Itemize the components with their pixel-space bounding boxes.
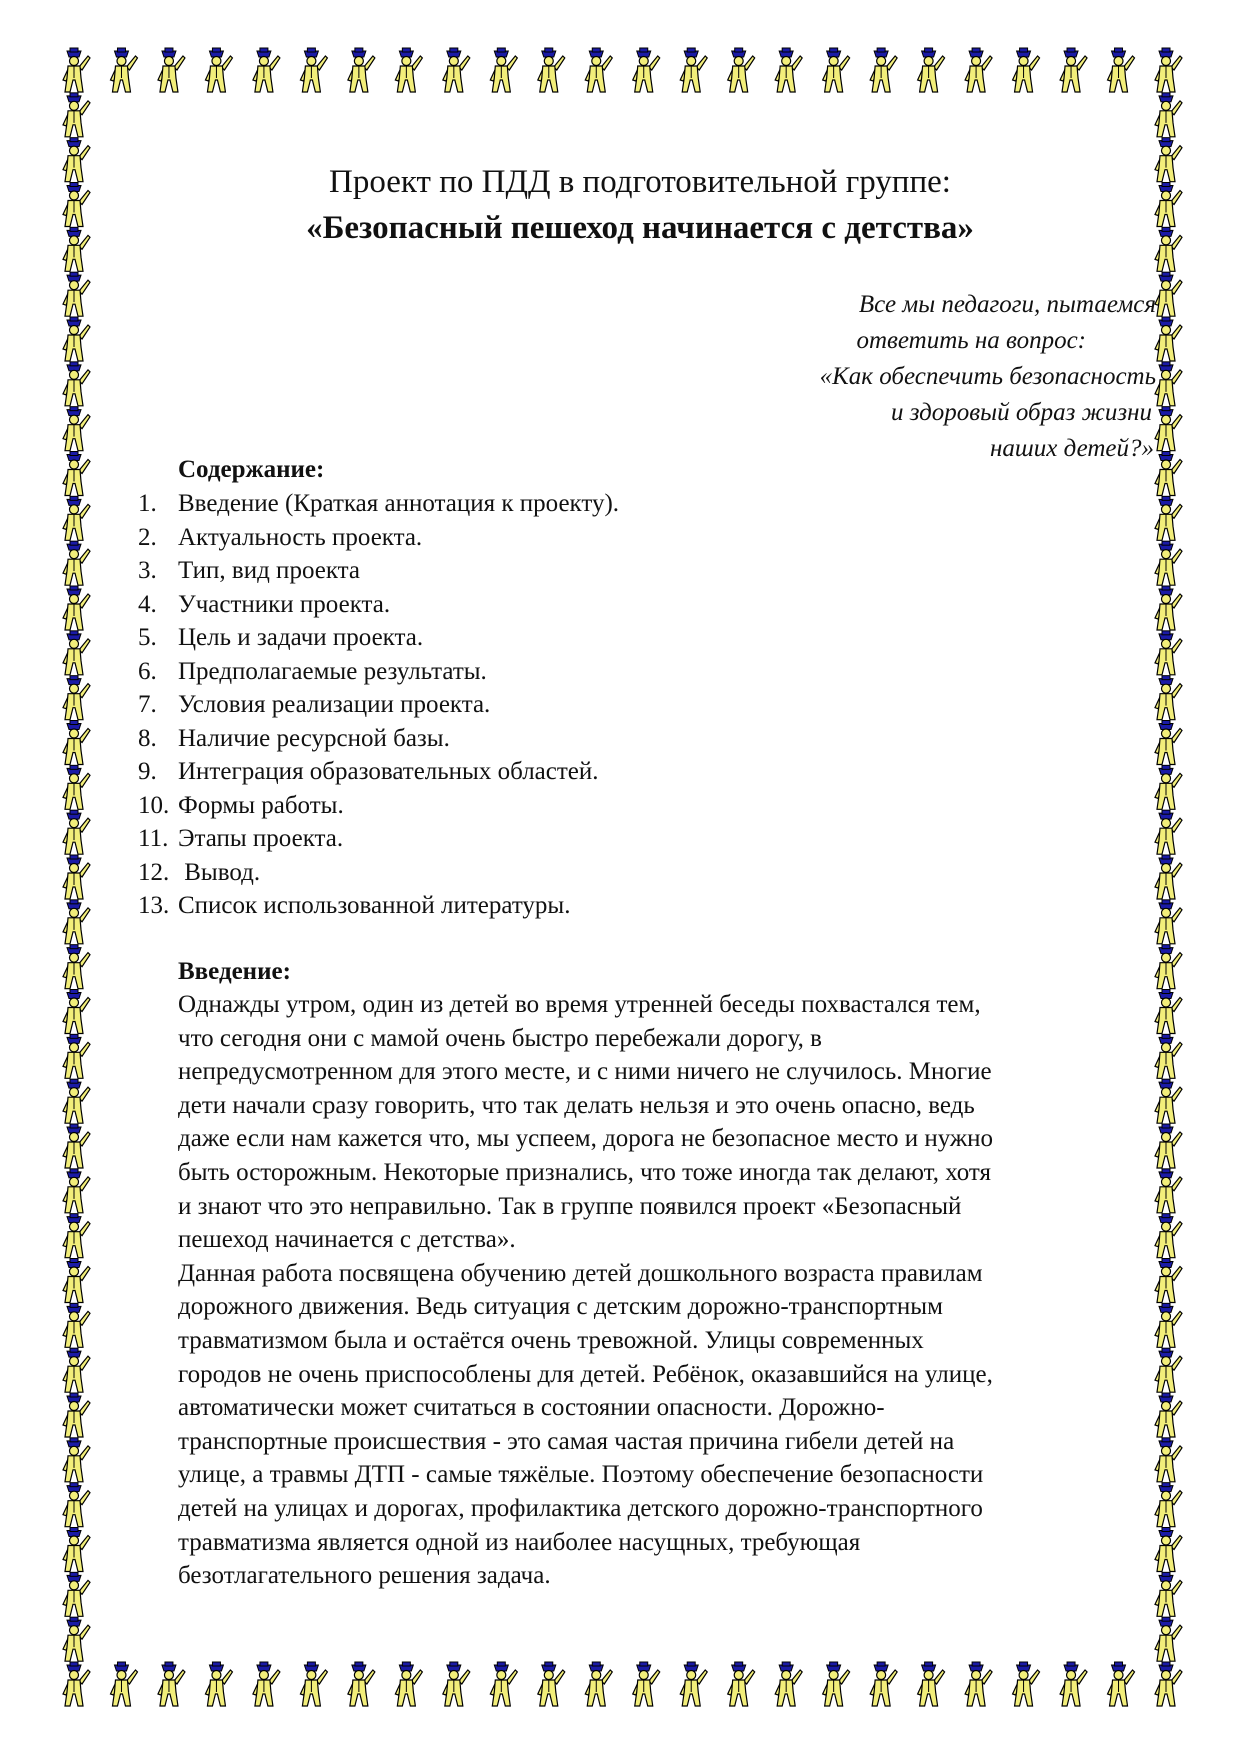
text-line: быть осторожным. Некоторые признались, что тоже иногда так делают, хотя <box>178 1158 992 1186</box>
text-line: детей на улицах и дорогах, профилактика детского дорожно-транспортного <box>178 1494 983 1522</box>
contents-item: 2. Актуальность проекта. <box>138 523 423 551</box>
epigraph-line: «Как обеспечить безопасность <box>819 363 1156 390</box>
epigraph-line: наших детей?» <box>990 435 1154 462</box>
text-line: улице, а травмы ДТП - самые тяжёлые. Поэтому обеспечение безопасности <box>178 1461 984 1489</box>
contents-list <box>138 487 619 923</box>
text-line: пешеход начинается с детства». <box>178 1226 516 1254</box>
intro-paragraph <box>178 988 1138 1593</box>
contents-item: 6. Предполагаемые результаты. <box>138 657 487 685</box>
contents-item: 7. Условия реализации проекта. <box>138 691 491 718</box>
text-line: безотлагательного решения задача. <box>178 1562 551 1590</box>
text-line: травматизмом была и остаётся очень тревожной. Улицы современных <box>178 1326 924 1354</box>
contents-item: 4. Участники проекта. <box>138 590 391 618</box>
text-line: что сегодня они с мамой очень быстро перебежали дорогу, в <box>178 1024 822 1052</box>
text-line: дорожного движения. Ведь ситуация с детским дорожно-транспортным <box>178 1293 943 1321</box>
contents-item: 8. Наличие ресурсной базы. <box>138 724 450 752</box>
text-line: Данная работа посвящена обучению детей дошкольного возраста правилам <box>178 1259 983 1287</box>
text-line: дети начали сразу говорить, что так делать нельзя и это очень опасно, ведь <box>178 1091 975 1119</box>
text-line: транспортные происшествия - это самая частая причина гибели детей на <box>178 1427 955 1455</box>
contents-item: 5. Цель и задачи проекта. <box>138 624 424 651</box>
text-line: непредусмотренном для этого месте, и с ними ничего не случилось. Многие <box>178 1058 992 1086</box>
contents-item: 1. Введение (Краткая аннотация к проекту). <box>138 490 620 517</box>
text-line: Однажды утром, один из детей во время утренней беседы похвастался тем, <box>178 991 981 1018</box>
text-line: городов не очень приспособлены для детей. Ребёнок, оказавшийся на улице, <box>178 1360 993 1388</box>
contents-item: 10. Формы работы. <box>138 791 344 819</box>
project-name: «Безопасный пешеход начинается с детства» <box>306 210 974 246</box>
epigraph <box>676 287 1156 467</box>
epigraph-line: и здоровый образ жизни <box>890 399 1152 426</box>
epigraph-line: ответить на вопрос: <box>856 327 1086 354</box>
text-line: травматизма является одной из наиболее насущных, требующая <box>178 1528 861 1556</box>
text-line: даже если нам кажется что, мы успеем, дорога не безопасное место и нужно <box>178 1125 994 1153</box>
epigraph-line: Все мы педагоги, пытаемся <box>858 291 1156 318</box>
text-line: автоматически может считаться в состоянии опасности. Дорожно- <box>178 1394 885 1422</box>
contents-item: 9. Интеграция образовательных областей. <box>138 758 599 785</box>
page-title: Проект по ПДД в подготовительной группе: <box>329 164 951 200</box>
contents-item: 13. Список использованной литературы. <box>138 892 571 919</box>
intro-heading: Введение: <box>178 958 291 985</box>
contents-item: 12. Вывод. <box>138 858 261 886</box>
contents-item: 3. Тип, вид проекта <box>138 557 360 584</box>
text-line: и знают что это неправильно. Так в группе появился проект «Безопасный <box>178 1192 962 1220</box>
contents-heading: Содержание: <box>178 456 325 483</box>
contents-item: 11. Этапы проекта. <box>138 825 344 852</box>
